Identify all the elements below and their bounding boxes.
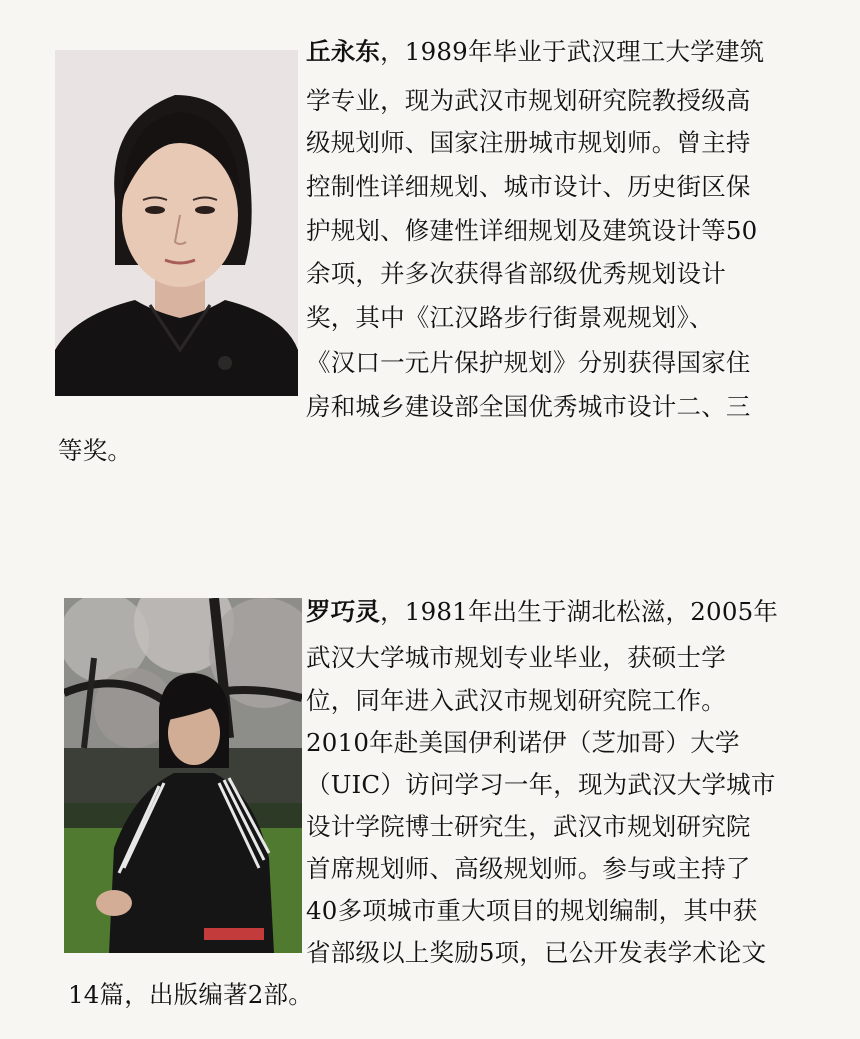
bio-line: 14篇，出版编著2部。 — [68, 980, 313, 1009]
bio-line: 省部级以上奖励5项，已公开发表学术论文 — [306, 938, 767, 967]
bio-line: 级规划师、国家注册城市规划师。曾主持 — [306, 128, 751, 157]
bio-line: 丘永东，1989年毕业于武汉理工大学建筑 — [306, 37, 765, 66]
bio-line: 设计学院博士研究生，武汉市规划研究院 — [306, 812, 751, 841]
person-name: 罗巧灵 — [306, 597, 381, 626]
bio-line: 控制性详细规划、城市设计、历史街区保 — [306, 172, 751, 201]
bio-line: 40多项城市重大项目的规划编制，其中获 — [306, 896, 758, 925]
bio-line: 余项，并多次获得省部级优秀规划设计 — [306, 259, 726, 288]
bio-line: 罗巧灵，1981年出生于湖北松滋，2005年 — [306, 597, 779, 626]
bio-line: 护规划、修建性详细规划及建筑设计等50 — [306, 216, 758, 245]
bio-line: （UIC）访问学习一年，现为武汉大学城市 — [306, 770, 776, 799]
portrait-photo-1 — [55, 50, 298, 396]
bio-line: 2010年赴美国伊利诺伊（芝加哥）大学 — [306, 728, 740, 757]
bio-line: 等奖。 — [58, 436, 133, 465]
bio-line: 房和城乡建设部全国优秀城市设计二、三 — [306, 392, 751, 421]
portrait-photo-2 — [64, 598, 302, 953]
bio-line: 奖，其中《江汉路步行街景观规划》、 — [306, 303, 714, 332]
bio-line: 学专业，现为武汉市规划研究院教授级高 — [306, 86, 751, 115]
person-name: 丘永东 — [306, 37, 381, 66]
bio-line: 首席规划师、高级规划师。参与或主持了 — [306, 854, 751, 883]
bio-line: 位，同年进入武汉市规划研究院工作。 — [306, 686, 726, 715]
bio-line: 《汉口一元片保护规划》分别获得国家住 — [306, 348, 751, 377]
bio-line: 武汉大学城市规划专业毕业，获硕士学 — [306, 643, 726, 672]
